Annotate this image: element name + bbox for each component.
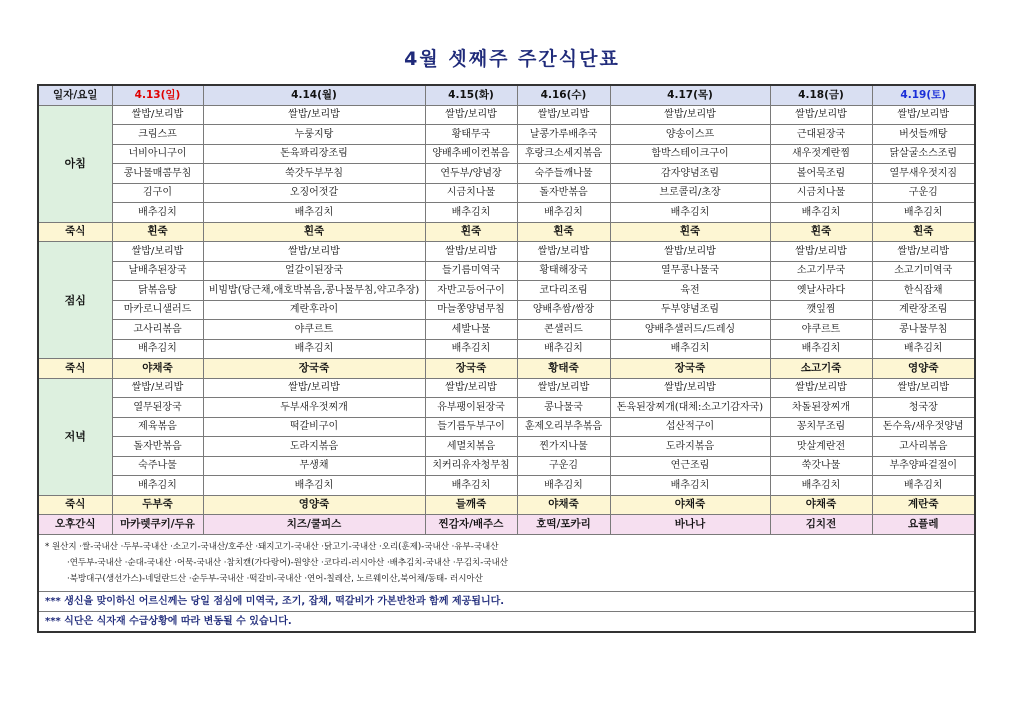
menu-cell: 배추김치	[425, 203, 517, 223]
menu-cell: 도라지볶음	[610, 437, 770, 457]
menu-cell: 크림스프	[112, 125, 203, 145]
menu-cell: 세멸치볶음	[425, 437, 517, 457]
day-header: 4.18(금)	[770, 85, 872, 105]
breakfast-row	[38, 183, 975, 203]
menu-cell: 배추김치	[203, 339, 425, 359]
menu-cell: 자반고등어구이	[425, 281, 517, 301]
origin-note-line: * 원산지 ·쌀-국내산 ·두부-국내산 ·소고기-국내산/호주산 ·돼지고기-국내산 ·닭고기-국내산 ·오리(훈제)-국내산 ·유부-국내산	[45, 541, 499, 552]
menu-cell: 배추김치	[112, 203, 203, 223]
day-header: 4.17(목)	[610, 85, 770, 105]
lunch-row	[38, 281, 975, 301]
porridge-cell: 흰죽	[425, 222, 517, 242]
menu-cell: 배추김치	[517, 339, 610, 359]
menu-cell: 양배추쌈/쌈장	[517, 300, 610, 320]
menu-cell: 배추김치	[203, 203, 425, 223]
porridge-label: 죽식	[38, 495, 112, 515]
menu-cell: 구운김	[517, 456, 610, 476]
snack-cell: 마카렛쿠키/두유	[112, 515, 203, 535]
menu-cell: 배추김치	[517, 476, 610, 496]
porridge-cell: 장국죽	[203, 359, 425, 379]
menu-cell: 누룽지탕	[203, 125, 425, 145]
menu-cell: 육전	[610, 281, 770, 301]
porridge-cell: 흰죽	[610, 222, 770, 242]
day-header: 4.16(수)	[517, 85, 610, 105]
porridge-cell: 장국죽	[610, 359, 770, 379]
menu-cell: 두부새우젓찌개	[203, 398, 425, 418]
menu-cell: 쌀밥/보리밥	[770, 378, 872, 398]
dinner-label: 저녁	[38, 378, 112, 495]
menu-cell: 배추김치	[425, 476, 517, 496]
menu-cell: 근대된장국	[770, 125, 872, 145]
menu-cell: 세발나물	[425, 320, 517, 340]
menu-cell: 배추김치	[872, 476, 975, 496]
menu-cell: 야쿠르트	[770, 320, 872, 340]
menu-cell: 쌀밥/보리밥	[112, 378, 203, 398]
menu-cell: 시금치나물	[425, 183, 517, 203]
menu-cell: 옛날사라다	[770, 281, 872, 301]
porridge-cell: 야채죽	[610, 495, 770, 515]
porridge-cell: 황태죽	[517, 359, 610, 379]
menu-cell: 콩나물국	[517, 398, 610, 418]
menu-cell: 오징어젓갈	[203, 183, 425, 203]
menu-cell: 황태무국	[425, 125, 517, 145]
menu-cell: 야쿠르트	[203, 320, 425, 340]
menu-cell: 들기름두부구이	[425, 417, 517, 437]
menu-cell: 열무된장국	[112, 398, 203, 418]
menu-cell: 쌀밥/보리밥	[517, 378, 610, 398]
menu-cell: 꽁치무조림	[770, 417, 872, 437]
menu-cell: 황태해장국	[517, 261, 610, 281]
porridge-cell: 영양죽	[872, 359, 975, 379]
menu-cell: 배추김치	[112, 339, 203, 359]
menu-cell: 쌀밥/보리밥	[872, 242, 975, 262]
menu-cell: 너비아니구이	[112, 144, 203, 164]
porridge-label: 죽식	[38, 359, 112, 379]
menu-cell: 계란장조림	[872, 300, 975, 320]
dinner-row	[38, 378, 975, 398]
porridge-cell: 계란죽	[872, 495, 975, 515]
menu-cell: 돈수육/새우젓양념	[872, 417, 975, 437]
day-header: 4.15(화)	[425, 85, 517, 105]
menu-cell: 함박스테이크구이	[610, 144, 770, 164]
menu-cell: 제육볶음	[112, 417, 203, 437]
menu-cell: 숙주나물	[112, 456, 203, 476]
menu-cell: 찐가지나물	[517, 437, 610, 457]
menu-cell: 쌀밥/보리밥	[610, 242, 770, 262]
menu-cell: 배추김치	[872, 203, 975, 223]
menu-cell: 콩나물무침	[872, 320, 975, 340]
menu-cell: 콩나물매콤무침	[112, 164, 203, 184]
menu-cell: 쌀밥/보리밥	[610, 105, 770, 125]
menu-cell: 코다리조림	[517, 281, 610, 301]
menu-cell: 쌀밥/보리밥	[112, 242, 203, 262]
breakfast-row	[38, 144, 975, 164]
menu-cell: 유부팽이된장국	[425, 398, 517, 418]
menu-cell: 쌀밥/보리밥	[610, 378, 770, 398]
menu-cell: 비빔밥(당근채,애호박볶음,콩나물무침,약고추장)	[203, 281, 425, 301]
notice-text: *** 식단은 식자재 수급상황에 따라 변동될 수 있습니다.	[38, 611, 975, 632]
porridge-label: 죽식	[38, 222, 112, 242]
menu-cell: 쌀밥/보리밥	[770, 242, 872, 262]
menu-cell: 소고기미역국	[872, 261, 975, 281]
menu-cell: 열무콩나물국	[610, 261, 770, 281]
dinner-row	[38, 417, 975, 437]
dinner-row	[38, 398, 975, 418]
menu-cell: 날콩가루배추국	[517, 125, 610, 145]
menu-cell: 돌자반볶음	[517, 183, 610, 203]
breakfast-row	[38, 203, 975, 223]
menu-cell: 한식잡채	[872, 281, 975, 301]
menu-cell: 쌀밥/보리밥	[425, 242, 517, 262]
lunch-row	[38, 339, 975, 359]
menu-cell: 날배추된장국	[112, 261, 203, 281]
menu-cell: 양배추샐러드/드레싱	[610, 320, 770, 340]
porridge-cell: 야채죽	[517, 495, 610, 515]
menu-cell: 소고기무국	[770, 261, 872, 281]
snack-cell: 바나나	[610, 515, 770, 535]
day-header: 4.13(일)	[112, 85, 203, 105]
breakfast-porridge-row	[38, 222, 975, 242]
menu-cell: 섭산적구이	[610, 417, 770, 437]
menu-cell: 무생채	[203, 456, 425, 476]
porridge-cell: 흰죽	[770, 222, 872, 242]
menu-cell: 배추김치	[203, 476, 425, 496]
menu-cell: 들기름미역국	[425, 261, 517, 281]
porridge-cell: 흰죽	[112, 222, 203, 242]
page-title: 4월 셋째주 주간식단표	[404, 48, 620, 70]
porridge-cell: 소고기죽	[770, 359, 872, 379]
porridge-cell: 야채죽	[112, 359, 203, 379]
porridge-cell: 장국죽	[425, 359, 517, 379]
menu-cell: 배추김치	[872, 339, 975, 359]
breakfast-row	[38, 164, 975, 184]
lunch-porridge-row	[38, 359, 975, 379]
menu-cell: 버섯들깨탕	[872, 125, 975, 145]
menu-cell: 연두부/양념장	[425, 164, 517, 184]
dinner-porridge-row	[38, 495, 975, 515]
menu-cell: 배추김치	[517, 203, 610, 223]
menu-cell: 구운김	[872, 183, 975, 203]
porridge-cell: 들깨죽	[425, 495, 517, 515]
menu-cell: 돈육꽈리장조림	[203, 144, 425, 164]
menu-cell: 깻잎찜	[770, 300, 872, 320]
menu-cell: 김구이	[112, 183, 203, 203]
menu-cell: 시금치나물	[770, 183, 872, 203]
notice-row	[38, 591, 975, 611]
menu-cell: 두부양념조림	[610, 300, 770, 320]
lunch-row	[38, 261, 975, 281]
menu-cell: 마카로니샐러드	[112, 300, 203, 320]
origin-notes	[38, 534, 975, 591]
dinner-row	[38, 456, 975, 476]
menu-cell: 쌀밥/보리밥	[203, 242, 425, 262]
snack-label: 오후간식	[38, 515, 112, 535]
date-day-header: 일자/요일	[38, 85, 112, 105]
notice-text: *** 생신을 맞이하신 어르신께는 당일 점심에 미역국, 조기, 잡채, 떡갈비가 가본반찬과 함께 제공됩니다.	[38, 591, 975, 611]
menu-cell: 배추김치	[770, 476, 872, 496]
menu-cell: 배추김치	[610, 203, 770, 223]
day-header: 4.19(토)	[872, 85, 975, 105]
menu-cell: 후랑크소세지볶음	[517, 144, 610, 164]
snack-cell: 호떡/포카리	[517, 515, 610, 535]
origin-notes-row	[38, 534, 975, 591]
menu-cell: 배추김치	[610, 476, 770, 496]
menu-cell: 닭살굴소스조림	[872, 144, 975, 164]
porridge-cell: 두부죽	[112, 495, 203, 515]
porridge-cell: 흰죽	[872, 222, 975, 242]
breakfast-row	[38, 125, 975, 145]
menu-cell: 브로콜리/초장	[610, 183, 770, 203]
menu-cell: 새우젓계란찜	[770, 144, 872, 164]
menu-cell: 숙주들깨나물	[517, 164, 610, 184]
menu-cell: 고사리볶음	[872, 437, 975, 457]
menu-cell: 훈제오리부추볶음	[517, 417, 610, 437]
menu-cell: 맛살계란전	[770, 437, 872, 457]
menu-cell: 쌀밥/보리밥	[872, 105, 975, 125]
menu-cell: 배추김치	[610, 339, 770, 359]
breakfast-label: 아침	[38, 105, 112, 222]
header-row	[38, 85, 975, 105]
menu-cell: 도라지볶음	[203, 437, 425, 457]
menu-cell: 쌀밥/보리밥	[770, 105, 872, 125]
origin-note-line: ·연두부-국내산 ·순대-국내산 ·어묵-국내산 ·참치캔(가다랑어)-원양산 ·코다리-러시아산 ·배추김치-국내산 ·무김치-국내산	[67, 557, 508, 568]
menu-cell: 배추김치	[770, 203, 872, 223]
porridge-cell: 야채죽	[770, 495, 872, 515]
menu-cell: 쌀밥/보리밥	[425, 105, 517, 125]
lunch-label: 점심	[38, 242, 112, 359]
menu-cell: 감자양념조림	[610, 164, 770, 184]
snack-cell: 요플레	[872, 515, 975, 535]
menu-cell: 양배추베이컨볶음	[425, 144, 517, 164]
lunch-row	[38, 300, 975, 320]
snack-row	[38, 515, 975, 535]
menu-cell: 배추김치	[425, 339, 517, 359]
menu-cell: 마늘쫑양념무침	[425, 300, 517, 320]
menu-cell: 양송이스프	[610, 125, 770, 145]
porridge-cell: 영양죽	[203, 495, 425, 515]
menu-cell: 쌀밥/보리밥	[425, 378, 517, 398]
dinner-row	[38, 476, 975, 496]
menu-cell: 치커리유자청무침	[425, 456, 517, 476]
menu-cell: 쑥갓나물	[770, 456, 872, 476]
snack-cell: 치즈/쿨피스	[203, 515, 425, 535]
menu-cell: 고사리볶음	[112, 320, 203, 340]
menu-cell: 쌀밥/보리밥	[203, 105, 425, 125]
menu-cell: 쌀밥/보리밥	[203, 378, 425, 398]
day-header: 4.14(월)	[203, 85, 425, 105]
porridge-cell: 흰죽	[517, 222, 610, 242]
menu-cell: 돌자반볶음	[112, 437, 203, 457]
menu-cell: 쌀밥/보리밥	[872, 378, 975, 398]
menu-cell: 부추양파겉절이	[872, 456, 975, 476]
lunch-row	[38, 320, 975, 340]
dinner-row	[38, 437, 975, 457]
menu-cell: 얼갈이된장국	[203, 261, 425, 281]
menu-cell: 배추김치	[112, 476, 203, 496]
porridge-cell: 흰죽	[203, 222, 425, 242]
menu-cell: 쌀밥/보리밥	[517, 242, 610, 262]
lunch-row	[38, 242, 975, 262]
menu-cell: 쑥갓두부무침	[203, 164, 425, 184]
menu-cell: 연근조림	[610, 456, 770, 476]
menu-cell: 청국장	[872, 398, 975, 418]
snack-cell: 찐감자/배주스	[425, 515, 517, 535]
menu-cell: 닭볶음탕	[112, 281, 203, 301]
menu-cell: 떡갈비구이	[203, 417, 425, 437]
menu-cell: 콘샐러드	[517, 320, 610, 340]
menu-cell: 차돌된장찌개	[770, 398, 872, 418]
menu-cell: 계란후라이	[203, 300, 425, 320]
menu-cell: 열무새우젓지짐	[872, 164, 975, 184]
menu-cell: 돈육된장찌개(대체:소고기감자국)	[610, 398, 770, 418]
snack-cell: 김치전	[770, 515, 872, 535]
weekly-menu-table	[37, 84, 976, 633]
breakfast-row	[38, 105, 975, 125]
origin-note-line: ·북방대구(생선가스)-네덜란드산 ·순두부-국내산 ·떡갈비-국내산 ·연어-칠레산, 노르웨이산,북어채/동태- 러시아산	[67, 573, 483, 584]
menu-cell: 쌀밥/보리밥	[517, 105, 610, 125]
menu-cell: 배추김치	[770, 339, 872, 359]
menu-cell: 쌀밥/보리밥	[112, 105, 203, 125]
notice-row	[38, 611, 975, 632]
menu-cell: 볼어묵조림	[770, 164, 872, 184]
